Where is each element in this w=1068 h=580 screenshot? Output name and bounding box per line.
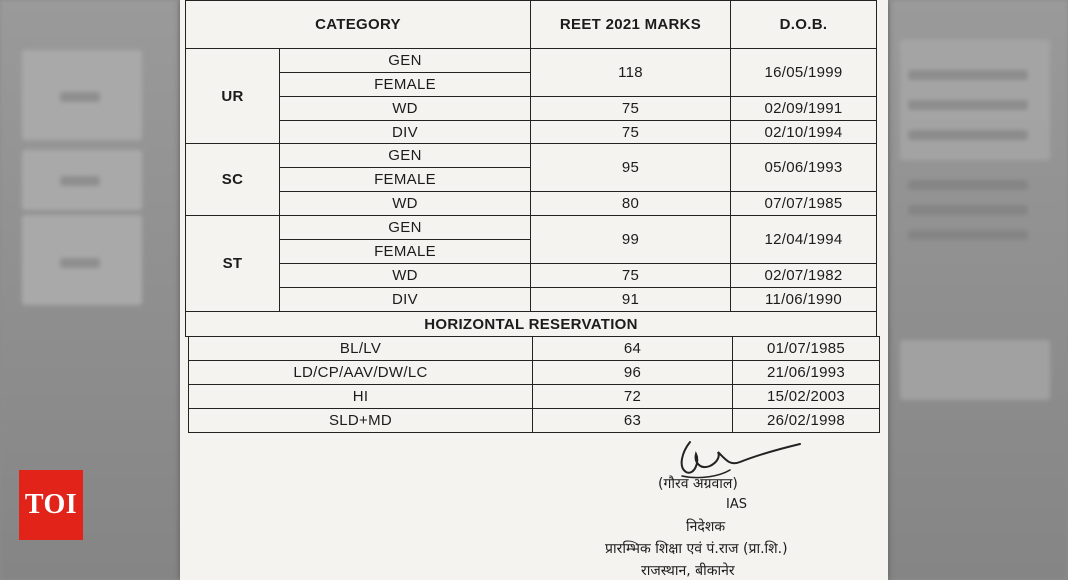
- st-wd-marks: 75: [530, 263, 731, 288]
- group-st: ST: [185, 215, 280, 312]
- signatory-place: राजस्थान, बीकानेर: [641, 563, 735, 579]
- signatory-title: निदेशक: [686, 519, 726, 535]
- ur-gen: GEN: [279, 48, 531, 73]
- ur-wd-marks: 75: [530, 96, 731, 121]
- group-ur: UR: [185, 48, 280, 144]
- sc-genfemale-marks: 95: [530, 143, 731, 192]
- st-wd: WD: [279, 263, 531, 288]
- hr-hi-marks: 72: [532, 384, 733, 409]
- st-genfemale-marks: 99: [530, 215, 731, 264]
- st-gen: GEN: [279, 215, 531, 240]
- hr-ldcp-dob: 21/06/1993: [732, 360, 880, 385]
- hr-sldmd-marks: 63: [532, 408, 733, 433]
- sc-wd-dob: 07/07/1985: [730, 191, 877, 216]
- header-marks: REET 2021 MARKS: [530, 0, 731, 49]
- signatory-service: IAS: [726, 497, 747, 512]
- st-wd-dob: 02/07/1982: [730, 263, 877, 288]
- signatory-name: (गौरव अग्रवाल): [658, 476, 738, 492]
- sc-wd: WD: [279, 191, 531, 216]
- ur-div: DIV: [279, 120, 531, 144]
- ur-female: FEMALE: [279, 72, 531, 97]
- toi-logo: TOI: [19, 470, 83, 540]
- hr-sldmd: SLD+MD: [188, 408, 533, 433]
- horizontal-reservation-title: HORIZONTAL RESERVATION: [185, 311, 877, 337]
- st-genfemale-dob: 12/04/1994: [730, 215, 877, 264]
- ur-wd-dob: 02/09/1991: [730, 96, 877, 121]
- sc-female: FEMALE: [279, 167, 531, 192]
- header-category: CATEGORY: [185, 0, 531, 49]
- st-div: DIV: [279, 287, 531, 312]
- hr-bllv: BL/LV: [188, 336, 533, 361]
- hr-hi: HI: [188, 384, 533, 409]
- ur-div-marks: 75: [530, 120, 731, 144]
- ur-div-dob: 02/10/1994: [730, 120, 877, 144]
- signatory-department: प्रारम्भिक शिक्षा एवं पं.राज (प्रा.शि.): [605, 541, 788, 557]
- sc-wd-marks: 80: [530, 191, 731, 216]
- hr-bllv-dob: 01/07/1985: [732, 336, 880, 361]
- ur-genfemale-marks: 118: [530, 48, 731, 97]
- hr-sldmd-dob: 26/02/1998: [732, 408, 880, 433]
- document-page: [180, 0, 888, 580]
- hr-ldcp: LD/CP/AAV/DW/LC: [188, 360, 533, 385]
- ur-wd: WD: [279, 96, 531, 121]
- hr-hi-dob: 15/02/2003: [732, 384, 880, 409]
- st-div-marks: 91: [530, 287, 731, 312]
- ur-genfemale-dob: 16/05/1999: [730, 48, 877, 97]
- sc-genfemale-dob: 05/06/1993: [730, 143, 877, 192]
- st-female: FEMALE: [279, 239, 531, 264]
- hr-bllv-marks: 64: [532, 336, 733, 361]
- header-dob: D.O.B.: [730, 0, 877, 49]
- group-sc: SC: [185, 143, 280, 216]
- background-right: [888, 0, 1068, 580]
- st-div-dob: 11/06/1990: [730, 287, 877, 312]
- hr-ldcp-marks: 96: [532, 360, 733, 385]
- sc-gen: GEN: [279, 143, 531, 168]
